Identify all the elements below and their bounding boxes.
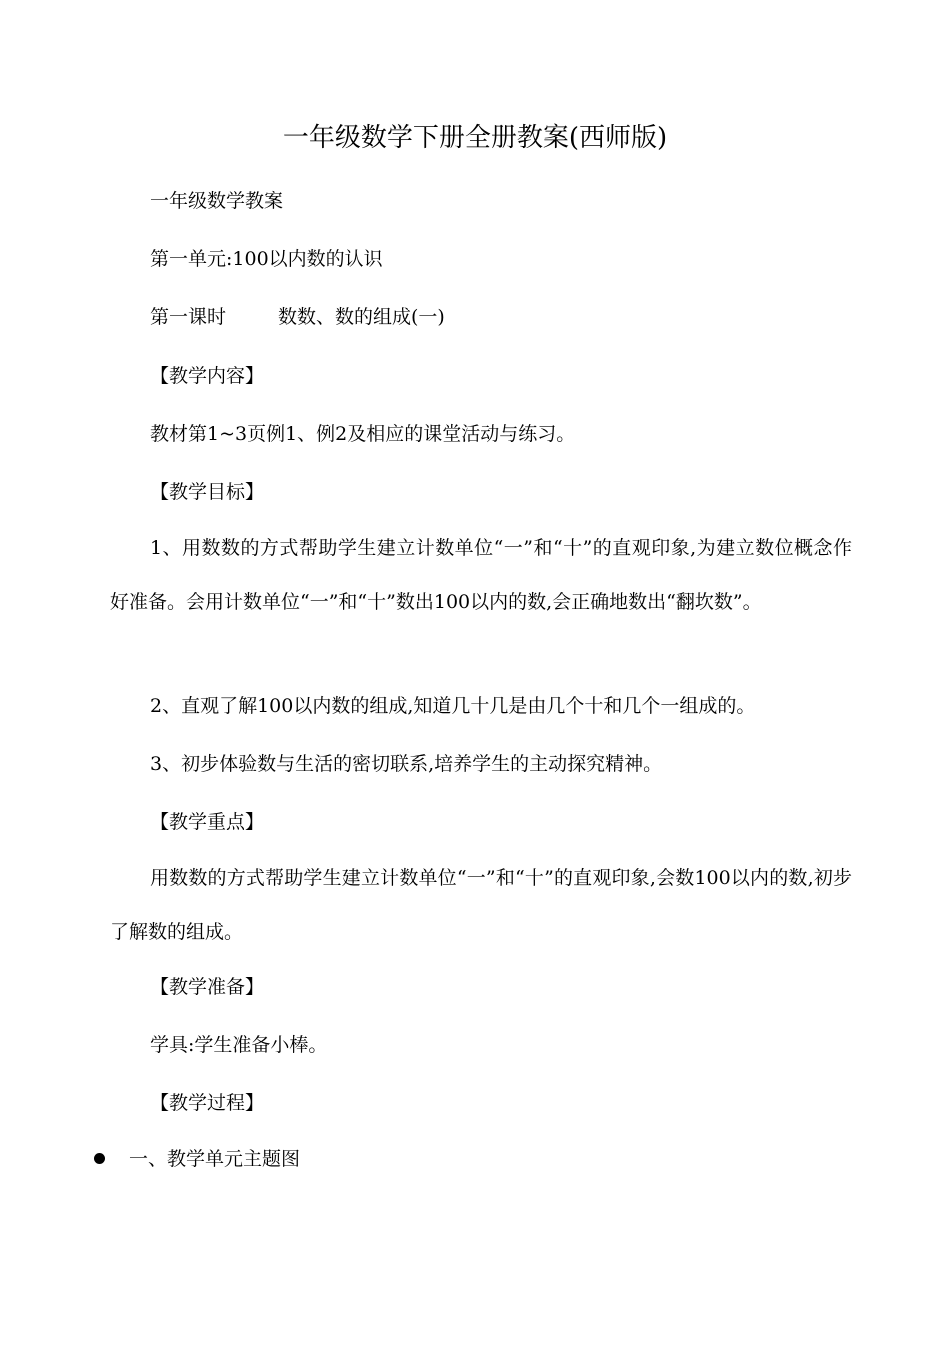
process-list-item xyxy=(94,1144,300,1174)
key-text: 用数数的方式帮助学生建立计数单位“一”和“十”的直观印象,会数100以内的数,初步了解数的组成。 xyxy=(110,867,852,943)
unit-heading: 第一单元:100以内数的认识 xyxy=(150,248,383,270)
document-title: 一年级数学下册全册教案(西师版) xyxy=(282,123,668,153)
goal-item-3: 3、初步体验数与生活的密切联系,培养学生的主动探究精神。 xyxy=(150,753,663,775)
prep-heading: 【教学准备】 xyxy=(150,976,265,998)
goal-item-1: 1、用数数的方式帮助学生建立计数单位“一”和“十”的直观印象,为建立数位概念作好准备。会用计数单位“一”和“十”数出100以内的数,会正确地数出“翻坎数”。 xyxy=(110,537,852,613)
prep-text: 学具:学生准备小棒。 xyxy=(150,1034,328,1056)
lesson-topic: 数数、数的组成(一) xyxy=(278,306,445,328)
key-heading: 【教学重点】 xyxy=(150,811,265,833)
content-text: 教材第1~3页例1、例2及相应的课堂活动与练习。 xyxy=(150,423,576,445)
lesson-heading xyxy=(150,302,445,332)
goal-item-2: 2、直观了解100以内数的组成,知道几十几是由几个十和几个一组成的。 xyxy=(150,695,756,717)
bullet-icon xyxy=(94,1153,105,1164)
content-heading: 【教学内容】 xyxy=(150,365,265,387)
process-heading: 【教学过程】 xyxy=(150,1092,265,1114)
document-subtitle: 一年级数学教案 xyxy=(150,190,284,212)
lesson-number: 第一课时 xyxy=(150,306,227,328)
process-item-text: 一、教学单元主题图 xyxy=(129,1148,301,1170)
goals-heading: 【教学目标】 xyxy=(150,481,265,503)
